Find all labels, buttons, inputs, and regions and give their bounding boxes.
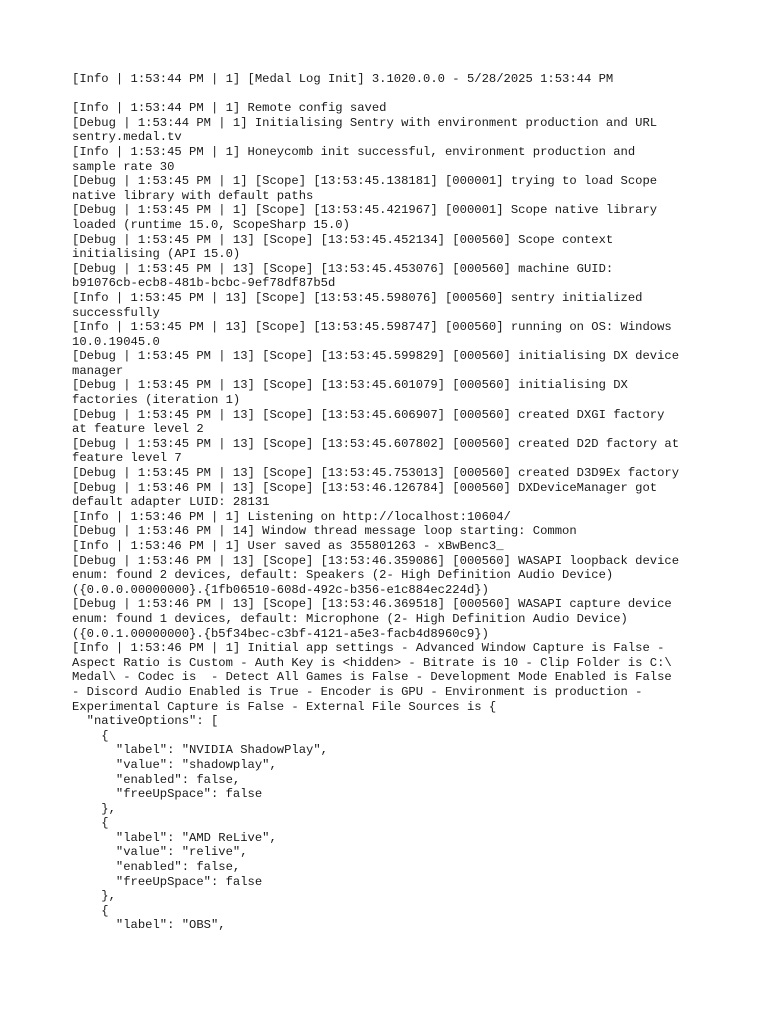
log-line: manager	[72, 363, 124, 378]
log-header-line: [Info | 1:53:44 PM | 1] [Medal Log Init] 3.1020.0.0 - 5/28/2025 1:53:44 PM	[72, 72, 614, 86]
log-line: Aspect Ratio is Custom - Auth Key is <hidden> - Bitrate is 10 - Clip Folder is C:\	[72, 655, 672, 670]
log-line: successfully	[72, 305, 160, 320]
log-line: "enabled": false,	[72, 860, 241, 875]
log-line: factories (iteration 1)	[72, 393, 241, 408]
log-line: - Discord Audio Enabled is True - Encoder is GPU - Environment is production -	[72, 684, 643, 699]
log-line: [Debug | 1:53:45 PM | 13] [Scope] [13:53:45.607802] [000560] created D2D factory at	[72, 436, 680, 451]
log-line: [Info | 1:53:45 PM | 13] [Scope] [13:53:45.598076] [000560] sentry initialized	[72, 290, 643, 305]
log-line: {	[72, 816, 109, 831]
log-line: },	[72, 889, 116, 904]
log-line: [Debug | 1:53:45 PM | 13] [Scope] [13:53:45.753013] [000560] created D3D9Ex factory	[72, 466, 680, 481]
log-line: [Debug | 1:53:45 PM | 13] [Scope] [13:53:45.453076] [000560] machine GUID:	[72, 261, 614, 276]
log-line: [Info | 1:53:44 PM | 1] Remote config saved	[72, 101, 387, 116]
log-line: [Debug | 1:53:45 PM | 13] [Scope] [13:53:45.601079] [000560] initialising DX	[72, 378, 628, 393]
log-line: "value": "shadowplay",	[72, 757, 277, 772]
log-line: [Debug | 1:53:45 PM | 1] [Scope] [13:53:45.421967] [000001] Scope native library	[72, 203, 658, 218]
log-line: feature level 7	[72, 451, 182, 466]
log-line: [Debug | 1:53:45 PM | 13] [Scope] [13:53:45.599829] [000560] initialising DX device	[72, 349, 680, 364]
log-line: [Debug | 1:53:46 PM | 13] [Scope] [13:53:46.126784] [000560] DXDeviceManager got	[72, 480, 658, 495]
log-line: {	[72, 903, 109, 918]
log-line: 10.0.19045.0	[72, 334, 160, 349]
log-line: b91076cb-ecb8-481b-bcbc-9ef78df87b5d	[72, 276, 336, 291]
log-line: [Debug | 1:53:46 PM | 13] [Scope] [13:53:46.369518] [000560] WASAPI capture device	[72, 597, 672, 612]
log-line: {	[72, 728, 109, 743]
log-line: at feature level 2	[72, 422, 204, 437]
log-line: sentry.medal.tv	[72, 130, 182, 145]
log-line: "freeUpSpace": false	[72, 787, 263, 802]
log-line: },	[72, 801, 116, 816]
log-line: Experimental Capture is False - External File Sources is {	[72, 699, 497, 714]
log-line: "label": "OBS",	[72, 918, 226, 933]
log-document	[72, 72, 712, 933]
log-line: sample rate 30	[72, 159, 175, 174]
log-line: [Info | 1:53:46 PM | 1] User saved as 355801263 - xBwBenc3_	[72, 539, 504, 553]
log-line: [Info | 1:53:46 PM | 1] Initial app settings - Advanced Window Capture is False -	[72, 641, 665, 656]
log-line: "value": "relive",	[72, 845, 248, 860]
log-line: [Debug | 1:53:44 PM | 1] Initialising Sentry with environment production and URL	[72, 115, 658, 130]
log-line: default adapter LUID: 28131	[72, 495, 270, 510]
log-line: native library with default paths	[72, 188, 314, 203]
log-line: "enabled": false,	[72, 772, 241, 787]
log-line: [Info | 1:53:45 PM | 13] [Scope] [13:53:45.598747] [000560] running on OS: Windows	[72, 320, 672, 335]
log-line: enum: found 1 devices, default: Microphone (2- High Definition Audio Device)	[72, 611, 628, 626]
log-line: "label": "AMD ReLive",	[72, 830, 277, 845]
log-line: [Debug | 1:53:45 PM | 13] [Scope] [13:53:45.452134] [000560] Scope context	[72, 232, 614, 247]
log-lines	[72, 101, 712, 933]
log-line: loaded (runtime 15.0, ScopeSharp 15.0)	[72, 217, 350, 232]
blank-line	[72, 87, 712, 102]
log-line: Medal\ - Codec is - Detect All Games is False - Development Mode Enabled is False	[72, 670, 672, 685]
log-line: initialising (API 15.0)	[72, 247, 241, 262]
log-line: [Debug | 1:53:45 PM | 13] [Scope] [13:53:45.606907] [000560] created DXGI factory	[72, 407, 665, 422]
log-line: "freeUpSpace": false	[72, 874, 263, 889]
log-line: "label": "NVIDIA ShadowPlay",	[72, 743, 328, 758]
log-line: enum: found 2 devices, default: Speakers (2- High Definition Audio Device)	[72, 568, 614, 583]
log-line: [Debug | 1:53:45 PM | 1] [Scope] [13:53:45.138181] [000001] trying to load Scope	[72, 174, 658, 189]
log-line: [Info | 1:53:46 PM | 1] Listening on http://localhost:10604/	[72, 509, 511, 524]
log-line: ({0.0.0.00000000}.{1fb06510-608d-492c-b356-e1c884ec224d})	[72, 582, 489, 597]
log-line: "nativeOptions": [	[72, 714, 219, 729]
log-line: [Debug | 1:53:46 PM | 14] Window thread message loop starting: Common	[72, 524, 577, 539]
log-line: [Debug | 1:53:46 PM | 13] [Scope] [13:53:46.359086] [000560] WASAPI loopback device	[72, 553, 680, 568]
log-line: ({0.0.1.00000000}.{b5f34bec-c3bf-4121-a5e3-facb4d8960c9})	[72, 626, 489, 641]
log-line: [Info | 1:53:45 PM | 1] Honeycomb init successful, environment production and	[72, 144, 636, 159]
